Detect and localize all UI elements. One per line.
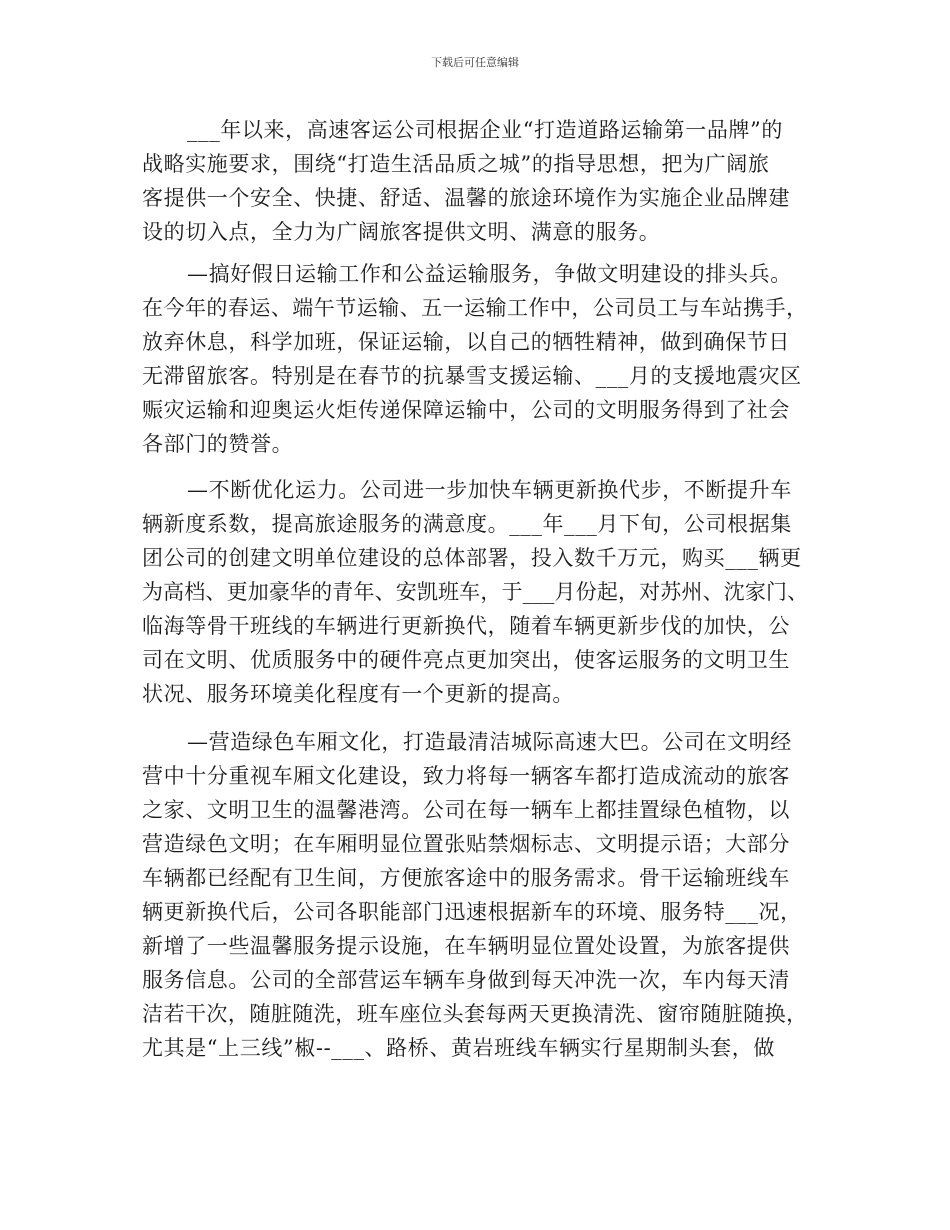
body-line: 各部门的赞誉。 xyxy=(142,432,294,456)
body-line: 在今年的春运、端午节运输、五一运输工作中，公司员工与车站携手， xyxy=(142,296,808,320)
body-line: —营造绿色车厢文化，打造最清洁城际高速大巴。公司在文明经 xyxy=(187,730,792,754)
body-line: 洁若干次，随脏随洗，班车座位头套每两天更换清洗、窗帘随脏随换， xyxy=(142,1002,808,1026)
body-line: 无滞留旅客。特别是在春节的抗暴雪支援运输、___月的支援地震灾区 xyxy=(142,364,802,388)
body-line: 赈灾运输和迎奥运火炬传递保障运输中，公司的文明服务得到了社会 xyxy=(142,398,790,422)
body-line: —不断优化运力。公司进一步加快车辆更新换代步，不断提升车 xyxy=(187,478,792,502)
body-line: 为高档、更加豪华的青年、安凯班车，于___月份起，对苏州、沈家门、 xyxy=(142,580,809,604)
body-line: 客提供一个安全、快捷、舒适、温馨的旅途环境作为实施企业品牌建 xyxy=(142,186,790,210)
body-line: 设的切入点，全力为广阔旅客提供文明、满意的服务。 xyxy=(142,220,661,244)
body-line: 服务信息。公司的全部营运车辆车身做到每天冲洗一次，车内每天清 xyxy=(142,968,790,992)
body-line: 司在文明、优质服务中的硬件亮点更加突出，使客运服务的文明卫生 xyxy=(142,648,790,672)
body-line: 车辆都已经配有卫生间，方便旅客途中的服务需求。骨干运输班线车 xyxy=(142,866,790,890)
body-line: 营中十分重视车厢文化建设，致力将每一辆客车都打造成流动的旅客 xyxy=(142,764,790,788)
body-line: 新增了一些温馨服务提示设施，在车辆明显位置处设置，为旅客提供 xyxy=(142,934,790,958)
body-line: ___年以来，高速客运公司根据企业“打造道路运输第一品牌”的 xyxy=(187,118,783,142)
body-line: 团公司的创建文明单位建设的总体部署，投入数千万元，购买___辆更 xyxy=(142,546,802,570)
body-line: 之家、文明卫生的温馨港湾。公司在每一辆车上都挂置绿色植物，以 xyxy=(142,798,790,822)
body-line: 营造绿色文明；在车厢明显位置张贴禁烟标志、文明提示语；大部分 xyxy=(142,832,790,856)
body-line: 临海等骨干班线的车辆进行更新换代，随着车辆更新步伐的加快，公 xyxy=(142,614,790,638)
body-line: —搞好假日运输工作和公益运输服务，争做文明建设的排头兵。 xyxy=(187,262,792,286)
body-line: 辆更新换代后，公司各职能部门迅速根据新车的环境、服务特___况， xyxy=(142,900,802,924)
body-line: 放弃休息，科学加班，保证运输，以自己的牺牲精神，做到确保节日 xyxy=(142,330,790,354)
body-line: 辆新度系数，提高旅途服务的满意度。___年___月下旬，公司根据集 xyxy=(142,512,792,536)
body-line: 战略实施要求，围绕“打造生活品质之城”的指导思想，把为广阔旅 xyxy=(142,152,770,176)
body-line: 尤其是“上三线”椒--___、路桥、黄岩班线车辆实行星期制头套，做 xyxy=(142,1036,775,1060)
body-line: 状况、服务环境美化程度有一个更新的提高。 xyxy=(142,682,574,706)
page-header: 下载后可任意编辑 xyxy=(431,56,519,69)
